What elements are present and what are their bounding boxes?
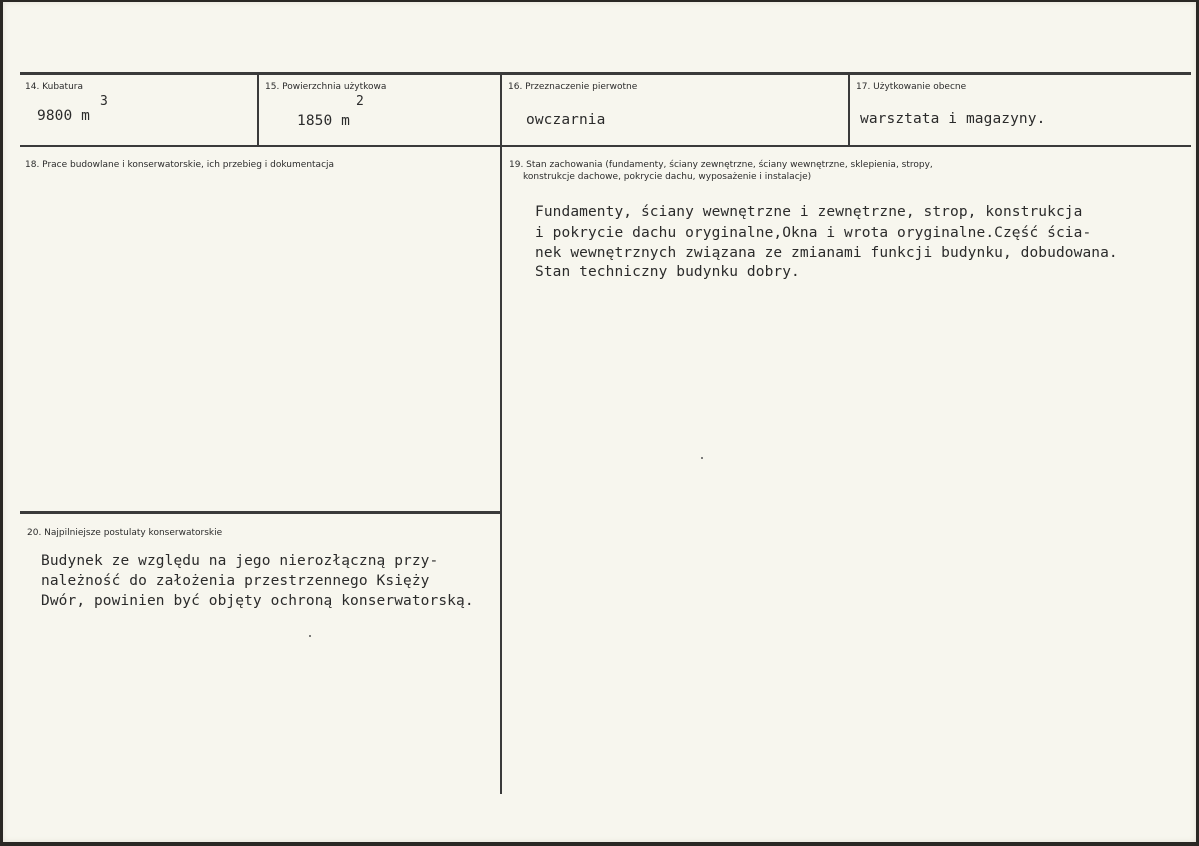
main-divider: [500, 146, 502, 794]
field20-top-rule: [20, 511, 501, 514]
field-17-value: warsztata i magazyny.: [860, 111, 1046, 127]
field-14-superscript: 3: [100, 94, 108, 109]
field-19-label-line1: 19. Stan zachowania (fundamenty, ściany zewnętrzne, ściany wewnętrzne, sklepienia, stropy,: [509, 160, 933, 170]
row1-bottom-rule: [20, 145, 1191, 147]
field-19-line-1: Fundamenty, ściany wewnętrzne i zewnętrzne, strop, konstrukcja: [535, 204, 1083, 220]
paper-speck: [309, 635, 311, 637]
field-16-value: owczarnia: [526, 112, 606, 128]
field-16-label: 16. Przeznaczenie pierwotne: [508, 82, 638, 92]
field-19-line-3: nek wewnętrznych związana ze zmianami funkcji budynku, dobudowana.: [535, 245, 1118, 261]
field-20-label: 20. Najpilniejsze postulaty konserwatorskie: [27, 528, 223, 538]
paper-speck: [701, 457, 703, 459]
top-rule: [20, 72, 1191, 75]
field-19-label-line2: konstrukcje dachowe, pokrycie dachu, wyposażenie i instalacje): [523, 172, 812, 182]
field-20-line-2: należność do założenia przestrzennego Księży: [41, 573, 430, 589]
field-20-line-3: Dwór, powinien być objęty ochroną konserwatorską.: [41, 593, 474, 609]
field-19-line-2: i pokrycie dachu oryginalne,Okna i wrota oryginalne.Część ścia-: [535, 225, 1092, 241]
field-15-superscript: 2: [356, 94, 364, 109]
record-card: [3, 2, 1196, 842]
field-20-line-1: Budynek ze względu na jego nierozłączną przy-: [41, 553, 439, 569]
field-18-label: 18. Prace budowlane i konserwatorskie, ich przebieg i dokumentacja: [25, 160, 335, 170]
divider-16-17: [848, 74, 850, 146]
divider-14-15: [257, 74, 259, 146]
divider-15-16: [500, 74, 502, 146]
field-15-value: 1850 m: [297, 113, 350, 129]
field-14-label: 14. Kubatura: [25, 82, 84, 92]
field-14-value: 9800 m: [37, 108, 90, 124]
field-19-line-4: Stan techniczny budynku dobry.: [535, 264, 800, 280]
field-15-label: 15. Powierzchnia użytkowa: [265, 82, 387, 92]
field-17-label: 17. Użytkowanie obecne: [856, 82, 967, 92]
